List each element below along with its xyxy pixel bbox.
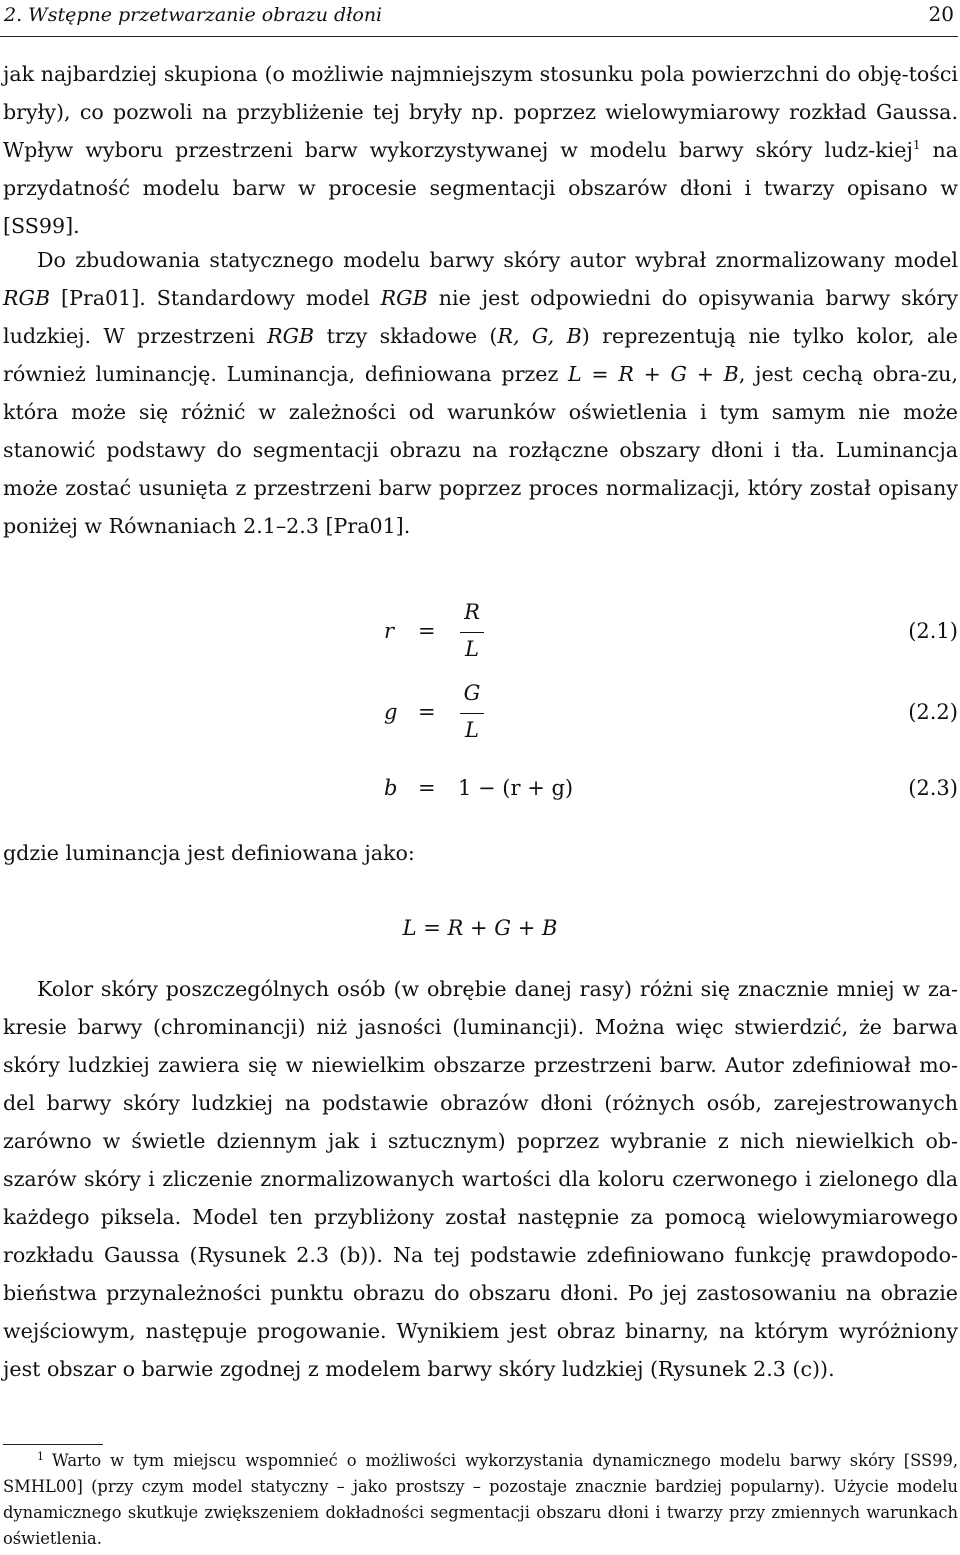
where-text: gdzie luminancja jest definiowana jako: <box>3 841 415 865</box>
footnote-mark: 1 <box>37 1450 44 1463</box>
paragraph-2 <box>3 241 958 545</box>
p2-m6: R <box>618 362 634 386</box>
p2-s7: + <box>633 362 671 386</box>
equation-lhs: g <box>384 700 398 724</box>
paragraph-1 <box>3 55 958 245</box>
footnote-rule <box>3 1444 103 1445</box>
equals-sign: = <box>418 619 436 643</box>
p2-s2: [Pra01]. Standardowy model <box>50 286 381 310</box>
equation-rhs: 1 − (r + g) <box>458 776 574 800</box>
p2-s1: Do zbudowania statycznego modelu barwy skóry autor wybrał znormalizowany model <box>37 248 958 272</box>
p2-s6: = <box>581 362 619 386</box>
fraction-numerator: R <box>464 600 480 624</box>
footnote <box>3 1448 958 1552</box>
fraction-bar <box>460 713 484 714</box>
luminance-equation: L = R + G + B <box>402 916 558 940</box>
fraction-bar <box>460 632 484 633</box>
fraction-numerator: G <box>463 681 481 705</box>
fraction <box>460 681 484 742</box>
running-header <box>0 0 958 37</box>
p2-m5: L <box>568 362 582 386</box>
footnote-reference[interactable]: 1 <box>912 138 921 152</box>
p2-s4: trzy składowe ( <box>314 324 498 348</box>
equation-2-3 <box>380 776 958 846</box>
equals-sign: = <box>418 700 436 724</box>
fraction-denominator: L <box>465 637 479 661</box>
p2-s9: , jest cechą obra-zu, która może się różnić w zależności od warunków oświetlenia i tym samym nie może stanowić podstawy do segmentacji obrazu na rozłączne obszary dłoni i tła. Luminancja może zostać usunięta z przestrzeni barw poprzez proces normalizacji, który został opisany poniżej w Równaniach 2.1–2.3 [Pra01]. <box>3 362 958 538</box>
equation-number: (2.3) <box>908 776 958 800</box>
p2-m2: RGB <box>380 286 428 310</box>
equation-number: (2.2) <box>908 700 958 724</box>
equation-2-1 <box>380 600 958 670</box>
p2-m3: RGB <box>267 324 315 348</box>
paragraph-1-text-a: jak najbardziej skupiona (o możliwie najmniejszym stosunku pola powierzchni do obję-tości bryły), co pozwoli na przybliżenie tej bryły np. poprzez wielowymiarowy rozkład Gaussa. Wpływ wyboru przestrzeni barw wykorzystywanej w modelu barwy skóry ludz-kiej <box>3 62 958 162</box>
footnote-text: Warto w tym miejscu wspomnieć o możliwości wykorzystania dynamicznego modelu barwy skóry [SS99, SMHL00] (przy czym model statyczny – jako prostszy – pozostaje znacznie bardziej popularny). Użycie modelu dynamicznego skutkuje zwiększeniem dokładności segmentacji obszaru dłoni i twarzy przy zmiennych warunkach oświetlenia. <box>3 1451 958 1548</box>
p2-s5: ) reprezentują nie tylko kolor, ale również luminancję. Luminancja, definiowana przez <box>3 324 958 386</box>
page-number: 20 <box>928 2 954 26</box>
p2-m8: B <box>723 362 739 386</box>
p2-s3: nie jest odpowiedni do opisywania barwy skóry ludzkiej. W przestrzeni <box>3 286 958 348</box>
fraction-denominator: L <box>465 718 479 742</box>
p2-s8: + <box>687 362 724 386</box>
equation-number: (2.1) <box>908 619 958 643</box>
p2-m7: G <box>670 362 687 386</box>
fraction <box>460 600 484 661</box>
equation-lhs: r <box>384 619 395 643</box>
chapter-title: 2. Wstępne przetwarzanie obrazu dłoni <box>4 4 383 26</box>
equation-lhs: b <box>384 776 398 800</box>
paragraph-1-text-b: na przydatność modelu barw w procesie segmentacji obszarów dłoni i twarzy opisano w [SS99]. <box>3 138 958 238</box>
p2-m4: R, G, B <box>497 324 582 348</box>
paragraph-3: Kolor skóry poszczególnych osób (w obrębie danej rasy) różni się znacznie mniej w za-kresie barwy (chrominancji) niż jasności (luminancji). Można więc stwierdzić, że barwa skóry ludzkiej zawiera się w niewielkim obszarze przestrzeni barw. Autor zdefiniował mo-del barwy skóry ludzkiej na podstawie obrazów dłoni (różnych osób, zarejestrowanych zarówno w świetle dziennym jak i sztucznym) poprzez wybranie z nich niewielkich ob-szarów skóry i zliczenie znormalizowanych wartości dla koloru czerwonego i zielonego dla każdego piksela. Model ten przybliżony został następnie za pomocą wielowymiarowego rozkładu Gaussa (Rysunek 2.3 (b)). Na tej podstawie zdefiniowano funkcję prawdopodo-bieństwa przynależności punktu obrazu do obszaru dłoni. Po jej zastosowaniu na obrazie wejściowym, następuje progowanie. Wynikiem jest obraz binarny, na którym wyróżniony jest obszar o barwie zgodnej z modelem barwy skóry ludzkiej (Rysunek 2.3 (c)). <box>3 977 958 1381</box>
equals-sign: = <box>418 776 436 800</box>
p2-m1: RGB <box>3 286 51 310</box>
equation-2-2 <box>380 681 958 751</box>
